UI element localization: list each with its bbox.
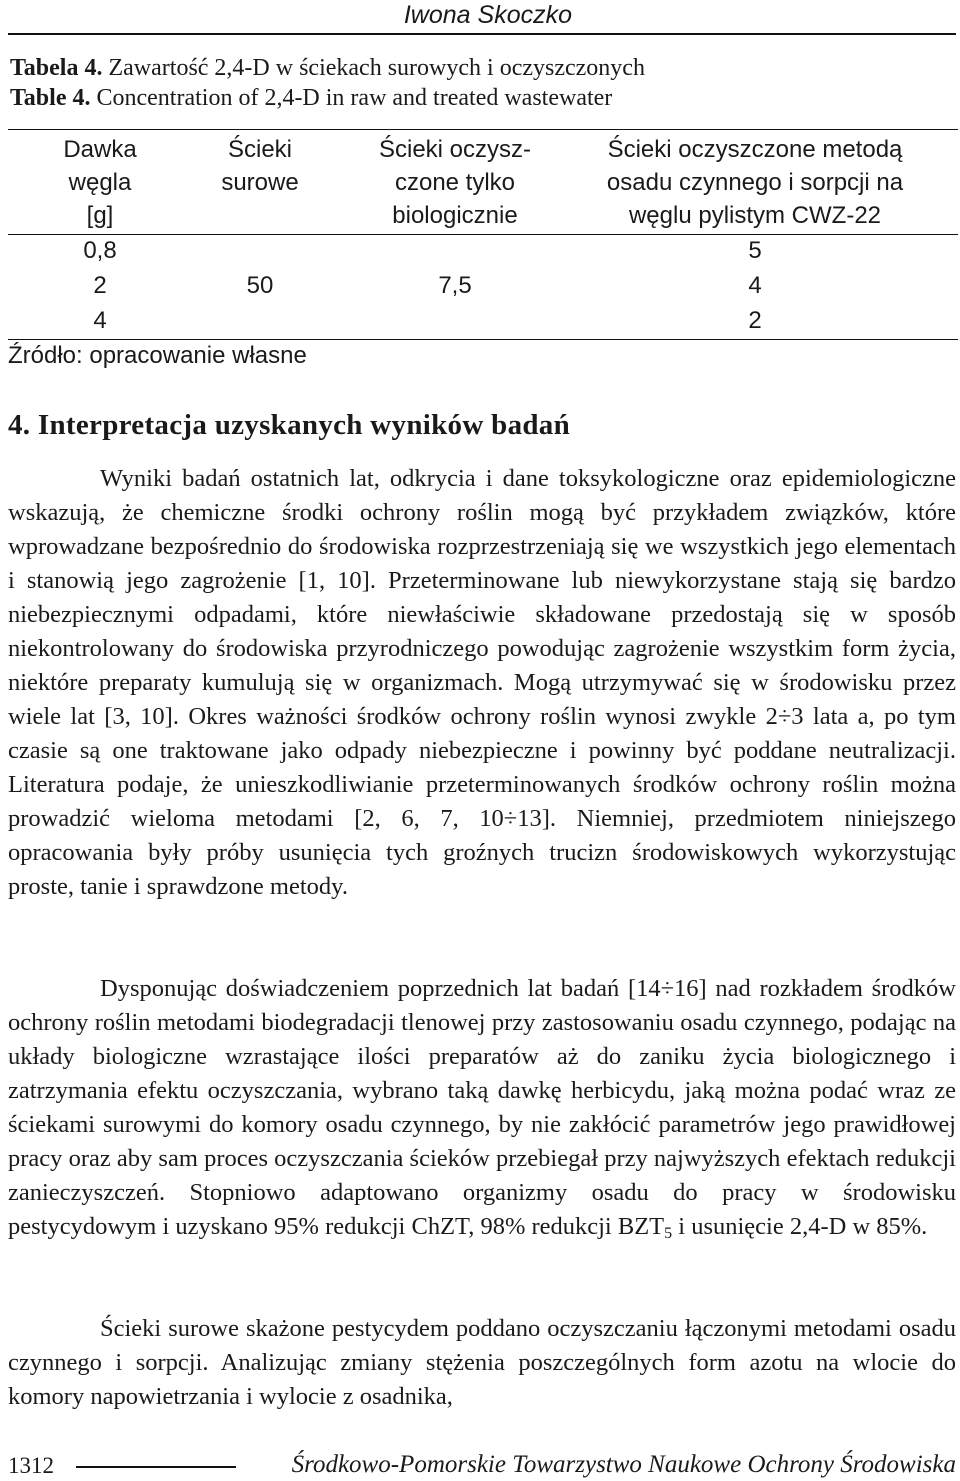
table-top-rule [8,129,958,130]
table-header-dose [20,133,180,232]
section-title: 4. Interpretacja uzyskanych wyników badań [8,409,571,441]
paragraph-2 [8,972,956,1244]
paragraph-1 [8,462,956,904]
table-caption-en-text: Concentration of 2,4-D in raw and treated wastewater [90,85,613,111]
paragraph-2-end: i usunięcie 2,4-D w 85%. [672,1213,928,1240]
paragraph-1-text: Wyniki badań ostatnich lat, odkrycia i dane toksykologiczne oraz epidemiologiczne wskazują, że chemiczne środki ochrony roślin mogą być przykładem związków, które wprowadzane bezpośrednio do środowiska rozprzestrzeniają się we wszystkich jego elementach i stanowią jego zagrożenie [1, 10]. Przeterminowane lub niewykorzystane stają się bardzo niebezpiecznymi odpadami, które niewłaściwie składowane przedostają się w sposób niekontrolowany do środowiska przyrodniczego powodując zagrożenie wszystkim form życia, niektóre preparaty kumulują się w organizmach. Mogą utrzymywać się w środowisku przez wiele lat [3, 10]. Okres ważności środków ochrony roślin wynosi zwykle 2÷3 lata a, po tym czasie są one traktowane jako odpady niebezpieczne i powinny być poddane neutralizacji. Literatura podaje, że unieszkodliwianie przeterminowanych środków ochrony roślin można prowadzić wieloma metodami [2, 6, 7, 10÷13]. Niemniej, przedmiotem niniejszego opracowania były próby usunięcia tych groźnych trucizn środowiskowych wykorzystując proste, tanie i sprawdzone metody. [8,465,956,900]
table-cell-combined: 4 [748,272,762,299]
table-header-combined [555,133,955,232]
table-caption-pl-label: Tabela 4. [10,55,103,81]
journal-name: Środkowo-Pomorskie Towarzystwo Naukowe Ochrony Środowiska [291,1451,956,1478]
header-line: [g] [86,202,114,229]
header-line: Ścieki oczysz- [378,136,532,163]
table-cell-dose: 2 [93,272,107,299]
page-number: 1312 [8,1453,54,1478]
table-header-bio [340,133,570,232]
header-line: Ścieki [227,136,293,163]
header-line: Ścieki oczyszczone metodą [607,136,903,163]
subscript-5: 5 [664,1225,673,1242]
header-line: osadu czynnego i sorpcji na [606,169,904,196]
table-cell-raw: 50 [246,272,274,299]
header-line: węglu pylistym CWZ-22 [628,202,882,229]
paragraph-2-main: Dysponując doświadczeniem poprzednich lat badań [14÷16] nad rozkładem środków ochrony roślin metodami biodegradacji tlenowej przy zastosowaniu osadu czynnego, podając na układy biologiczne wzrastające ilości preparatów aż do zaniku życia biologicznego i zatrzymania efektu oczyszczania, wybrano taką dawkę herbicydu, jaką można podać wraz ze ściekami surowymi do komory osadu czynnego, by nie zakłócić parametrów jego prawidłowej pracy oraz aby sam proces oczyszczania ścieków przebiegał przy najwyższych efektach redukcji zanieczyszczeń. Stopniowo adaptowano organizmy osadu do pracy w środowisku pestycydowym i uzyskano 95% redukcji ChZT, 98% redukcji BZT [8,975,956,1240]
table-bottom-rule [8,339,958,340]
paragraph-3-text: Ścieki surowe skażone pestycydem poddano oczyszczaniu łączonymi metodami osadu czynnego i sorpcji. Analizując zmiany stężenia poszczególnych form azotu na wlocie do komory napowietrzania i wylocie z osadnika, [8,1315,956,1410]
header-rule [8,33,956,35]
table-header-raw [180,133,340,199]
table-cell-combined: 5 [748,237,762,264]
footer-rule [76,1466,236,1468]
table-caption-pl-text: Zawartość 2,4-D w ściekach surowych i oczyszczonych [102,55,645,81]
paragraph-3 [8,1312,956,1414]
running-header-author: Iwona Skoczko [403,1,572,29]
table-caption-en [10,83,612,113]
table-cell-bio: 7,5 [438,272,472,299]
table-caption-pl [10,53,645,83]
table-header-rule [8,234,958,235]
header-line: Dawka [63,136,137,163]
header-line: biologicznie [392,202,518,229]
paragraph-2-text [8,972,956,1244]
table-caption-en-label: Table 4. [10,85,91,111]
header-line: surowe [221,169,299,196]
table-cell-combined: 2 [748,307,762,334]
header-line: czone tylko [394,169,516,196]
table-cell-dose: 4 [93,307,107,334]
table-source: Źródło: opracowanie własne [8,342,307,369]
header-line: węgla [68,169,132,196]
table-cell-dose: 0,8 [83,237,117,264]
